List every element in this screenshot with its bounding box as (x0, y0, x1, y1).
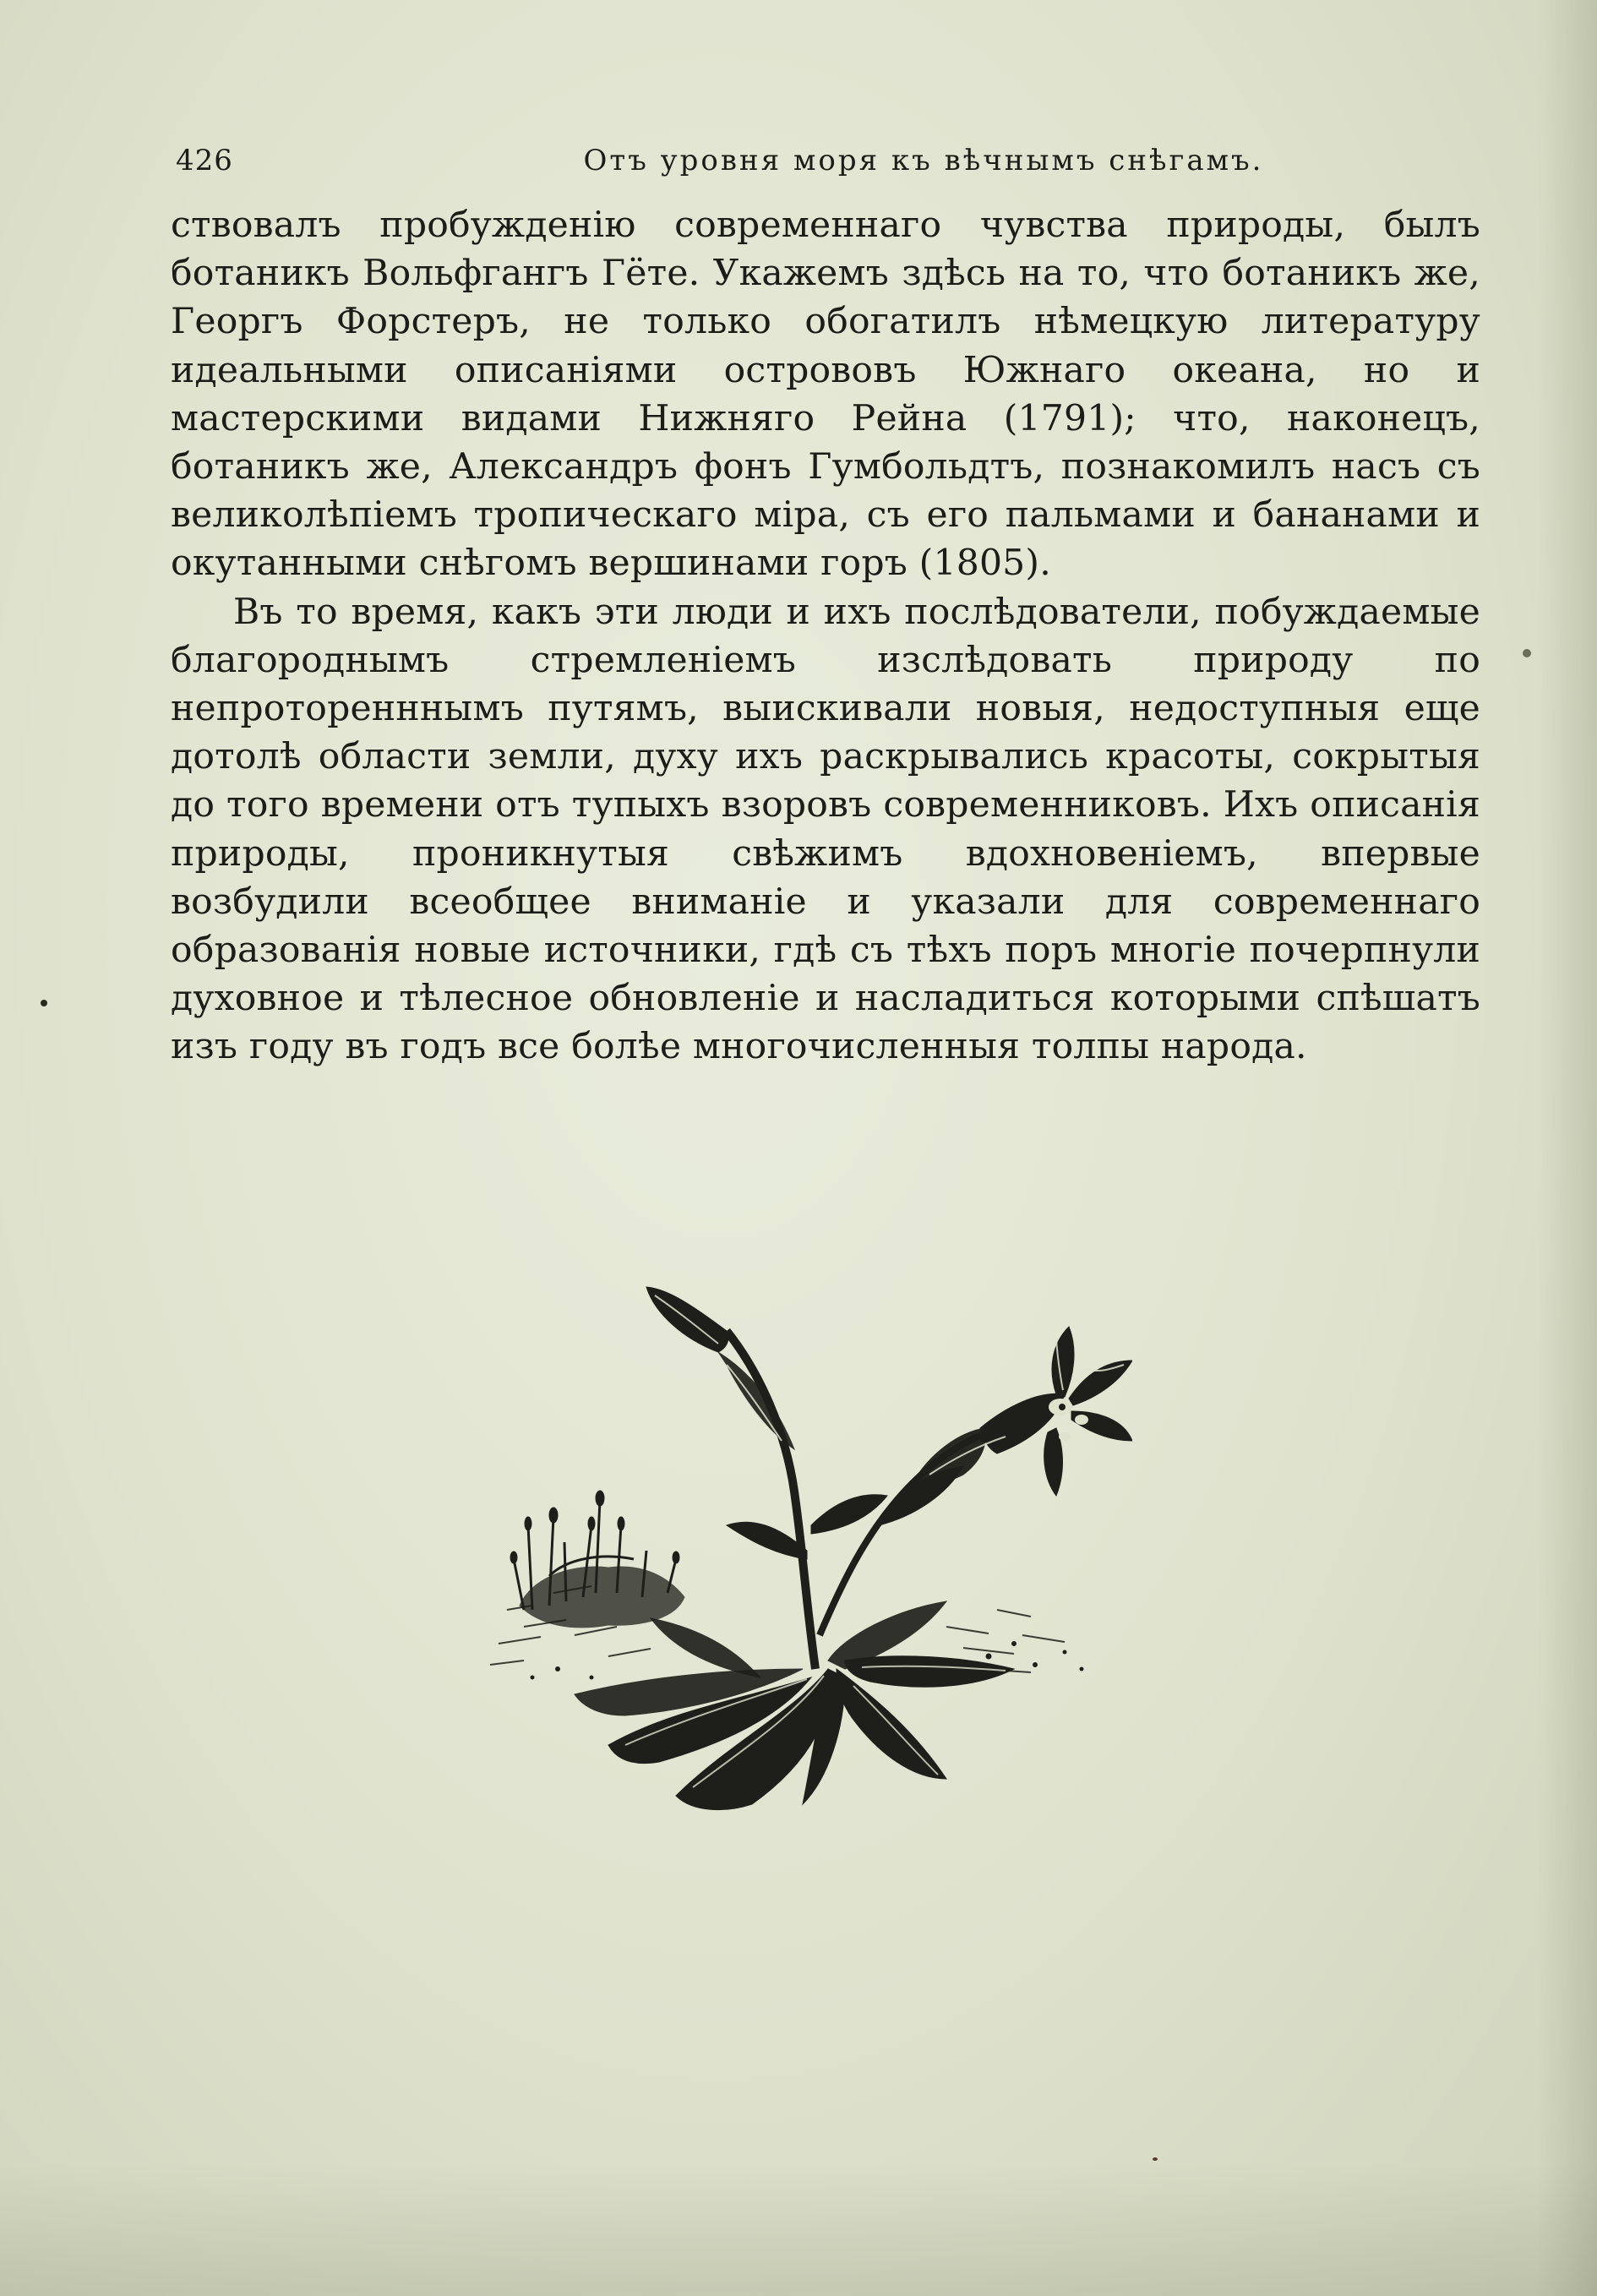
paper-speck (1523, 649, 1531, 657)
page-number: 426 (176, 144, 233, 177)
paragraph-continued: ствовалъ пробужденію современнаго чувства природы, былъ ботаникъ Вольфгангъ Гёте. Укажемъ здѣсь на то, что ботаникъ же, Георгъ Форстеръ, не только обогатилъ нѣмецкую литературу идеальными описаніями острововъ Южнаго океана, но и мастерскими видами Нижняго Рейна (1791); что, наконецъ, ботаникъ же, Александръ фонъ Гумбольдтъ, познакомилъ насъ съ великолѣпіемъ тропическаго міра, съ его пальмами и бананами и окутанными снѣгомъ вершинами горъ (1805). (171, 205, 1480, 585)
page-bottom-shadow (0, 2161, 1597, 2296)
paper-speck (1153, 2157, 1158, 2161)
gentian-flower-engraving-icon (473, 1272, 1132, 1813)
paragraph: Въ то время, какъ эти люди и ихъ послѣдователи, побуждаемые благороднымъ стремленіемъ изслѣдовать природу по непроторенннымъ путямъ, выискивали новыя, недоступныя еще дотолѣ области земли, духу ихъ раскрывались красоты, сокрытыя до того времени отъ тупыхъ взоровъ современниковъ. Ихъ описанія природы, проникнутыя свѣжимъ вдохновеніемъ, впервые возбудили всеобщее вниманіе и указали для современнаго образованія новые источники, гдѣ съ тѣхъ поръ многіе почерпнули духовное и тѣлесное обновленіе и насладиться которыми спѣшатъ изъ году въ годъ все болѣе многочисленныя толпы народа. (171, 591, 1480, 1068)
running-title: Отъ уровня моря къ вѣчнымъ снѣгамъ. (583, 144, 1264, 177)
paper-speck (41, 1000, 47, 1006)
body-text (171, 201, 1480, 1072)
running-head (176, 144, 1484, 188)
page-edge-shadow (1538, 0, 1597, 2296)
